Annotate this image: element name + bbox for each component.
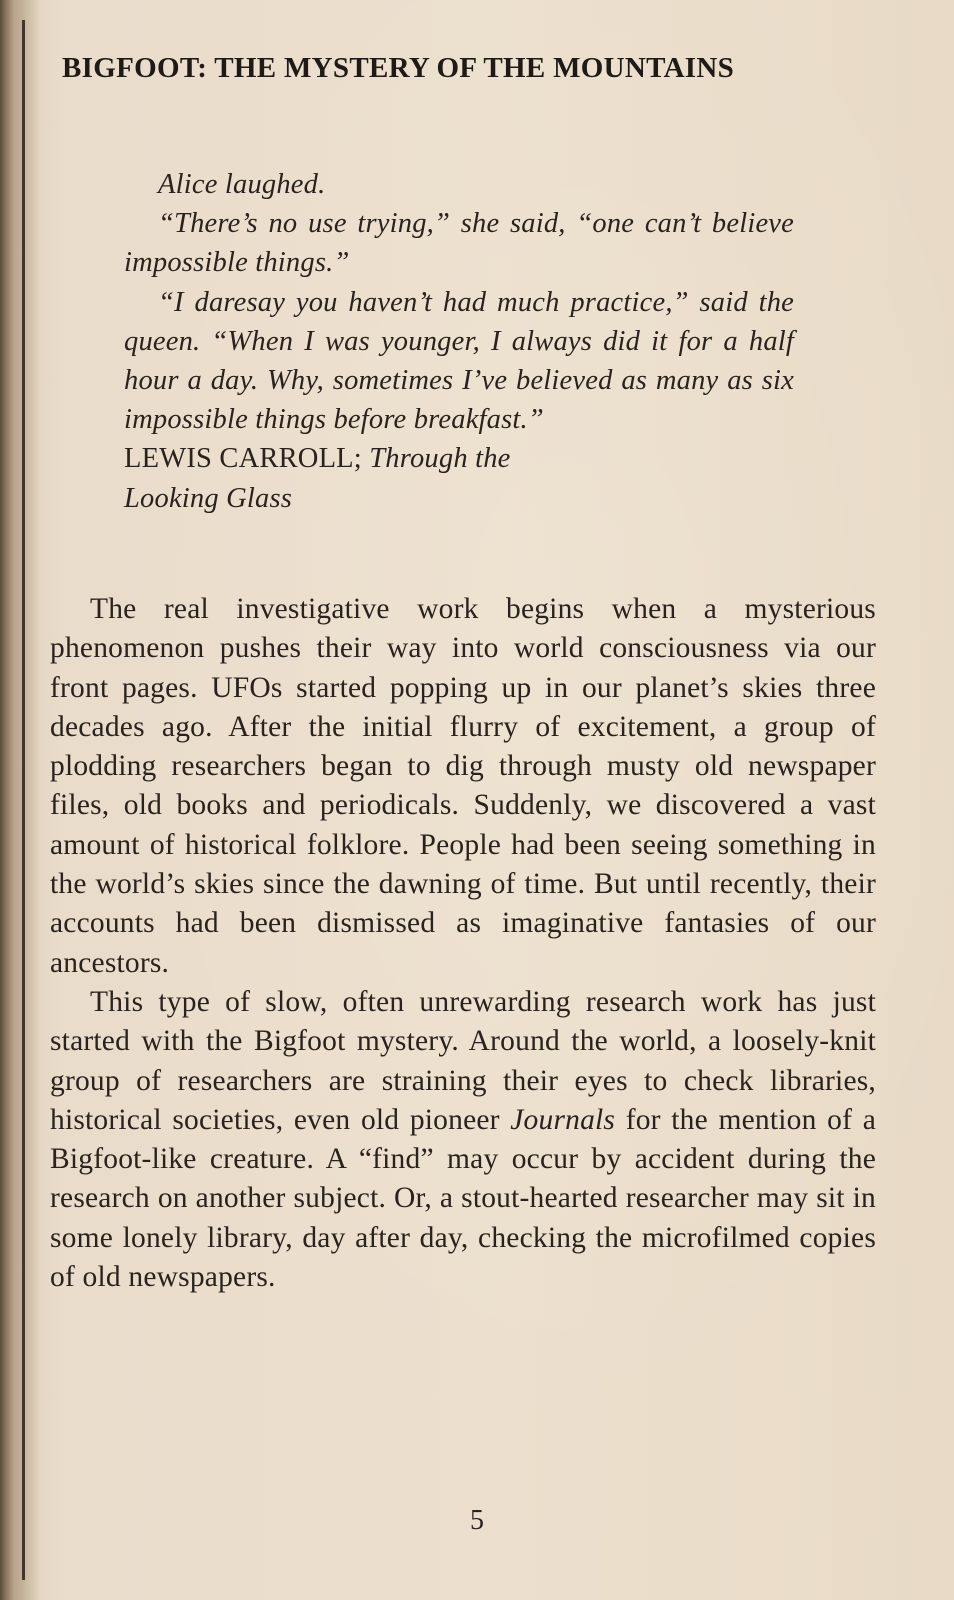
page-number: 5 — [470, 1505, 484, 1536]
epigraph-attribution-2 — [124, 479, 794, 518]
epigraph-source-1: Through the — [369, 443, 511, 475]
epigraph-line-3: “I daresay you haven’t had much practice,” said the queen. “When I was younger, I always did it for a half hour a day. Why, sometimes I’ve believed as many as six impossible things before breakfast.” — [124, 286, 794, 436]
paragraph-1: The real investigative work begins when a mysterious phenomenon pushes their way into world consciousness via our front pages. UFOs started popping up in our planet’s skies three decades ago. After the initial flurry of excitement, a group of plodding researchers began to dig through musty old newspaper files, old books and periodicals. Suddenly, we discovered a vast amount of historical folklore. People had been seeing something in the world’s skies since the dawning of time. But until recently, their accounts had been dismissed as imaginative fantasies of our ancestors. — [50, 593, 876, 979]
gutter-line — [22, 20, 25, 1580]
paragraph-2-part-1: This type of slow, often unrewarding research work has just started with the Bigfoot mystery. Around the world, a loosely-knit group of researchers are straining their eyes to check libraries, historical societies, even old pioneer — [50, 985, 876, 1136]
epigraph-line-1: Alice laughed. — [158, 169, 326, 200]
epigraph-attribution — [124, 439, 794, 478]
epigraph-source-2: Looking Glass — [124, 482, 293, 514]
paragraph-2-part-2: for the mention of a Bigfoot-like creature. A “find” may occur by accident during the research on another subject. Or, a stout-hearted researcher may sit in some lonely library, day after day, checking the microfilmed copies of old newspapers. — [50, 1103, 876, 1294]
body-text — [50, 590, 876, 1297]
paragraph-2 — [50, 983, 876, 1297]
epigraph-author: LEWIS CARROLL; — [124, 443, 362, 475]
book-spine-shadow — [0, 0, 40, 1600]
epigraph — [124, 165, 794, 518]
epigraph-line-2: “There’s no use trying,” she said, “one can’t believe impossible things.” — [124, 208, 794, 279]
running-head: BIGFOOT: THE MYSTERY OF THE MOUNTAINS — [62, 52, 735, 84]
paragraph-2-italic: Journals — [510, 1103, 616, 1136]
